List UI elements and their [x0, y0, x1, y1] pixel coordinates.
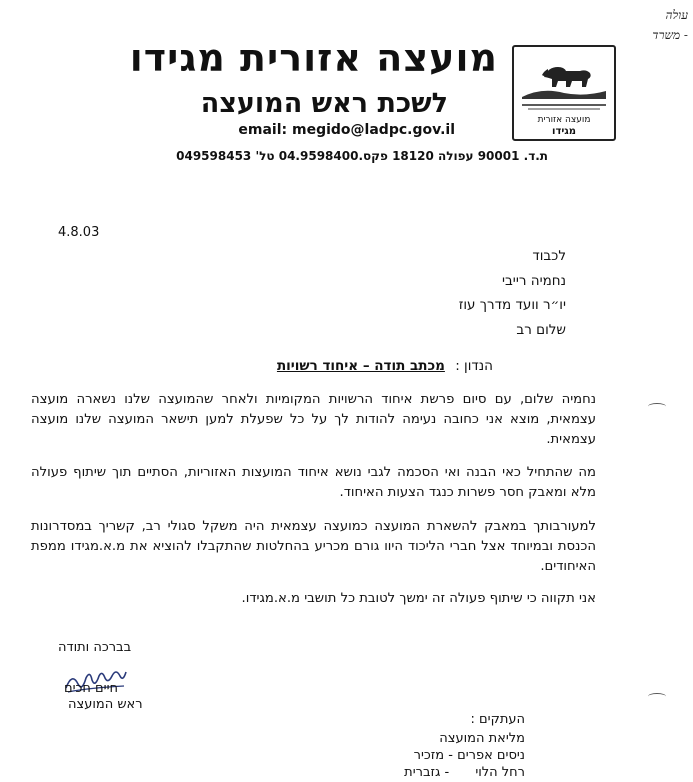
lion-emblem-icon [514, 47, 614, 139]
copy-recipient-3 [404, 765, 525, 780]
council-logo [512, 45, 616, 141]
subject-text: מכתב תודה – איחוד רשויות [276, 358, 445, 374]
copy-recipient-name: ניסים אפרים [457, 748, 525, 763]
handwritten-note-line-1: עולה [665, 8, 688, 22]
handwritten-note-line-2: - משרד [652, 28, 688, 42]
letterhead-contact: ת.ד. 90001 עפולה 18120 פקס.04.9598400 טל' 049598453 [176, 149, 548, 163]
letterhead-title: מועצה אזורית מגידו [129, 36, 498, 80]
signer-role: ראש המועצה [68, 697, 143, 712]
letterhead-email: email: megido@ladpc.gov.il [238, 122, 455, 138]
closing: בברכה ותודה [58, 640, 132, 655]
recipient-line-3: יו״ר וועד מדרך עוז [458, 297, 566, 313]
copy-recipient-name: רחל הלוי [475, 765, 525, 780]
greeting: שלום רב [516, 322, 566, 338]
copies-label: העתקים : [470, 712, 525, 727]
body-paragraph-2: מה שהתחיל כאי הבנה ואי הסכמה לגבי נושא איחוד המועצות האזוריות, הסתיים תוך שיתוף פעולה מלא ומאבק חסר פשרות כנגד הצעות האיחוד. [31, 465, 596, 500]
letter-date: 4.8.03 [58, 225, 100, 240]
letterhead-subtitle: לשכת ראש המועצה [200, 88, 448, 119]
body-paragraph-4: אני תקווה כי שיתוף פעולה זה ימשך לטובת כל תושבי מ.א.מגידו. [241, 591, 596, 606]
recipient-line-2: נחמיה רייבי [501, 273, 566, 289]
body-paragraph-3: למעורבותך במאבק להשארת המועצה כמועצה עצמאית היה משקל סגולי רב, קשריך במסדרונות הכנסת ובמיוחד אצל חברי הליכוד היוו גורם מכריע בהחלטות שהתקבלו להוציא את מ.א.מגידו ממפת האיחודים. [31, 519, 596, 574]
handwritten-note [618, 6, 688, 44]
punch-hole-mark [648, 693, 666, 700]
signer-name: חיים חכים [64, 681, 118, 696]
copy-recipient-1 [439, 731, 525, 746]
logo-text-line-1: מועצה אזורית [537, 115, 591, 125]
body-paragraph-1: נחמיה שלום, עם סיום פרשת איחוד הרשויות המקומיות ולאחר שהמועצה שלנו נשארה מועצה עצמאית, מוצא אני כחובה נעימה להודות לך על כל שפעלת למען תישאר המועצה שלנו מועצה עצמאית. [31, 392, 596, 447]
subject-label: הנדון : [455, 358, 493, 374]
logo-text-line-2: מגידו [552, 126, 576, 137]
copy-recipient-2 [414, 748, 525, 763]
subject-line [277, 358, 493, 374]
recipient-line-1: לכבוד [532, 248, 566, 264]
copy-recipient-role: - גזברית [404, 765, 450, 780]
punch-hole-mark [648, 403, 666, 410]
copy-recipient-name: מליאת המועצה [439, 731, 525, 746]
copy-recipient-role: - מזכיר [413, 748, 453, 763]
